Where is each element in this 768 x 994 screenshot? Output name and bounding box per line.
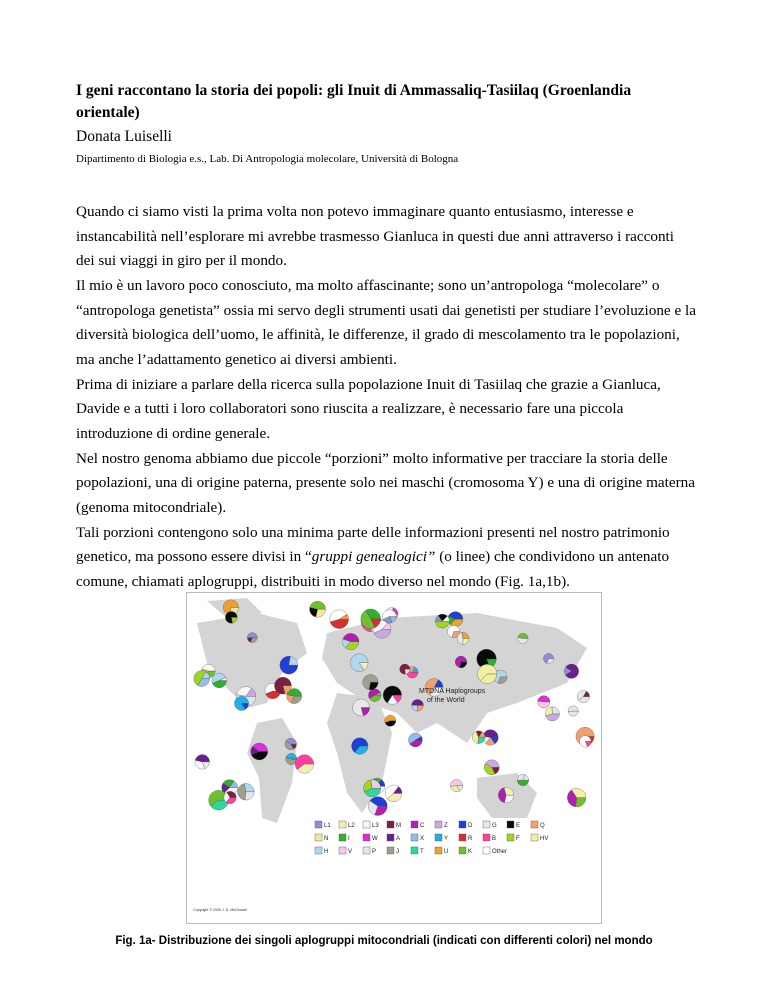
haplogroup-pie bbox=[363, 675, 378, 690]
legend-label: M bbox=[396, 823, 401, 829]
legend-label: N bbox=[324, 836, 329, 842]
haplogroup-pie bbox=[580, 736, 592, 748]
world-map-svg bbox=[187, 593, 601, 923]
haplogroup-pie bbox=[568, 706, 578, 716]
legend-label: L3 bbox=[372, 823, 379, 829]
legend-label: G bbox=[492, 823, 497, 829]
haplogroup-pie bbox=[364, 780, 381, 797]
legend-label: C bbox=[420, 823, 425, 829]
legend-swatch bbox=[531, 834, 538, 841]
legend-label: L2 bbox=[348, 823, 355, 829]
author-name: Donata Luiselli bbox=[76, 128, 172, 145]
paragraph-text: Tali porzioni contengono solo una minima parte delle informazioni presenti nel nostro patrimonio genetico, ma possono essere divisi in “ bbox=[76, 523, 670, 566]
haplogroup-pie bbox=[280, 656, 298, 674]
legend-label: A bbox=[396, 836, 401, 842]
legend-label: T bbox=[420, 849, 424, 855]
legend-swatch bbox=[411, 847, 418, 854]
legend-swatch bbox=[387, 847, 394, 854]
legend-swatch bbox=[315, 847, 322, 854]
legend-swatch bbox=[459, 821, 466, 828]
haplogroup-pie bbox=[353, 699, 370, 716]
haplogroup-pie bbox=[247, 633, 257, 643]
paragraph-text: (o linee) che condividono un antenato comune, chiamati aplogruppi, distribuiti in modo diverso nel mondo (Fig. 1a,1b). bbox=[76, 548, 670, 590]
legend-label: F bbox=[516, 836, 520, 842]
legend-label: Other bbox=[492, 849, 508, 855]
legend-label: I bbox=[348, 836, 350, 842]
legend-swatch bbox=[339, 834, 346, 841]
haplogroup-pie bbox=[412, 699, 424, 711]
haplogroup-pie bbox=[234, 696, 248, 710]
document-title: I geni raccontano la storia dei popoli: gli Inuit di Ammassaliq-Tasiilaq (Groenlandia orientale) bbox=[76, 82, 632, 121]
haplogroup-pie bbox=[517, 774, 528, 785]
legend-label: X bbox=[420, 836, 425, 842]
legend-swatch bbox=[507, 834, 514, 841]
legend-swatch bbox=[459, 847, 466, 854]
population-key bbox=[191, 849, 271, 909]
legend-label: L1 bbox=[324, 823, 331, 829]
legend-swatch bbox=[483, 834, 490, 841]
legend-swatch bbox=[507, 821, 514, 828]
paragraph bbox=[76, 521, 696, 595]
paragraph: Nel nostro genoma abbiamo due piccole “porzioni” molto informative per tracciare la storia delle popolazioni, una di origine paterna, presente solo nei maschi (cromosoma Y) e una di origine materna (genoma mitocondriale). bbox=[76, 449, 695, 516]
legend-label: U bbox=[444, 849, 449, 855]
legend-swatch bbox=[339, 821, 346, 828]
legend-swatch bbox=[363, 821, 370, 828]
haplogroup-pie bbox=[567, 788, 586, 807]
haplogroup-pie bbox=[400, 664, 410, 674]
haplogroup-pie bbox=[455, 656, 467, 668]
author-affiliation: Dipartimento di Biologia e.s., Lab. Di Antropologia molecolare, Università di Bologna bbox=[76, 153, 459, 165]
haplogroup-pie bbox=[368, 797, 387, 816]
legend-swatch bbox=[483, 821, 490, 828]
legend-swatch bbox=[411, 821, 418, 828]
haplogroup-pie bbox=[518, 633, 528, 643]
haplogroup-pie bbox=[408, 733, 422, 747]
legend-swatch bbox=[459, 834, 466, 841]
haplogroup-pie bbox=[543, 653, 553, 663]
haplogroup-pie bbox=[435, 614, 449, 628]
haplogroup-pie bbox=[350, 654, 368, 672]
legend-swatch bbox=[435, 847, 442, 854]
body-text bbox=[76, 200, 696, 595]
paragraph: Quando ci siamo visti la prima volta non potevo immaginare quanto entusiasmo, interesse e instancabilità nell’esplorare mi avrebbe trasmesso Gianluca in questi due anni attraverso i racconti dei sui viaggi in giro per il mondo. bbox=[76, 203, 675, 270]
haplogroup-pie bbox=[310, 601, 326, 617]
legend-label: Y bbox=[444, 836, 449, 842]
legend-label: P bbox=[372, 849, 377, 855]
haplogroup-pie bbox=[225, 611, 237, 623]
legend-swatch bbox=[363, 847, 370, 854]
copyright-note: Copyright © 2005 J. D. McDonald bbox=[193, 908, 247, 912]
haplogroup-pie bbox=[538, 696, 550, 708]
legend-label: E bbox=[516, 823, 521, 829]
haplogroup-pie bbox=[238, 783, 255, 800]
legend-swatch bbox=[363, 834, 370, 841]
legend-swatch bbox=[387, 821, 394, 828]
legend-label: R bbox=[468, 836, 473, 842]
legend-swatch bbox=[483, 847, 490, 854]
legend-swatch bbox=[435, 834, 442, 841]
haplogroup-world-map-figure bbox=[186, 592, 602, 924]
haplogroup-pie bbox=[484, 760, 499, 775]
haplogroup-pie bbox=[274, 677, 291, 694]
haplogroup-pie bbox=[383, 686, 401, 704]
legend-label: V bbox=[348, 849, 353, 855]
haplogroup-pie bbox=[212, 673, 227, 688]
paragraph: Il mio è un lavoro poco conosciuto, ma molto affascinante; sono un’antropologa “molecolare” o “antropologa genetista” ossia mi servo degli strumenti usati dai genetisti per studiare l’evoluzione e la diversità biologica dell’uomo, le affinità, le differenze, il grado di mescolamento tra le popolazioni, ma anche l’adattamento genetico ai diversi ambienti. bbox=[76, 276, 696, 368]
legend-label: B bbox=[492, 836, 497, 842]
haplogroup-pie bbox=[368, 689, 381, 702]
legend-label: Q bbox=[540, 823, 545, 829]
legend-swatch bbox=[435, 821, 442, 828]
legend-label: Z bbox=[444, 823, 448, 829]
haplogroup-pie bbox=[498, 787, 513, 802]
haplogroup-pie bbox=[577, 690, 589, 702]
haplogroup-pie bbox=[457, 632, 469, 644]
italic-term: gruppi genealogici” bbox=[311, 548, 436, 566]
haplogroup-pie bbox=[450, 779, 462, 791]
haplogroup-pie bbox=[472, 731, 485, 744]
haplogroup-pie bbox=[352, 738, 368, 754]
haplogroup-pie bbox=[478, 664, 497, 683]
legend-swatch bbox=[411, 834, 418, 841]
legend-swatch bbox=[315, 834, 322, 841]
map-title-line1: MTDNA Haplogroups bbox=[419, 688, 486, 695]
legend-label: J bbox=[396, 849, 399, 855]
haplogroup-pie bbox=[448, 612, 463, 627]
legend-swatch bbox=[387, 834, 394, 841]
haplogroup-pie bbox=[545, 707, 559, 721]
figure-caption: Fig. 1a- Distribuzione dei singoli aplogruppi mitocondriali (indicati con differenti colori) nel mondo bbox=[115, 935, 653, 947]
paragraph: Prima di iniziare a parlare della ricerca sulla popolazione Inuit di Tasiilaq che grazie a Gianluca, Davide e a tutti i loro collaboratori sono riuscita a realizzare, è necessario fare una piccola introduzione di ordine generale. bbox=[76, 375, 661, 442]
map-title-line2: of the World bbox=[427, 697, 465, 704]
haplogroup-pie bbox=[385, 785, 402, 802]
haplogroup-pie bbox=[342, 633, 359, 650]
haplogroup-pie bbox=[195, 755, 210, 770]
haplogroup-pie bbox=[330, 610, 349, 629]
haplogroup-pie bbox=[564, 664, 578, 678]
legend-swatch bbox=[531, 821, 538, 828]
haplogroup-pie bbox=[194, 671, 210, 687]
haplogroup-pie bbox=[224, 791, 236, 803]
haplogroup-pie bbox=[251, 743, 268, 760]
legend-label: K bbox=[468, 849, 473, 855]
haplogroup-pie bbox=[285, 738, 297, 750]
legend-label: HV bbox=[540, 836, 549, 842]
haplogroup-pie bbox=[383, 610, 397, 624]
legend-label: D bbox=[468, 823, 473, 829]
legend-swatch bbox=[315, 821, 322, 828]
legend-label: W bbox=[372, 836, 378, 842]
legend-swatch bbox=[339, 847, 346, 854]
legend-label: H bbox=[324, 849, 329, 855]
haplogroup-pie bbox=[295, 755, 314, 774]
haplogroup-pie bbox=[385, 715, 396, 726]
haplogroup-pie bbox=[361, 609, 381, 629]
